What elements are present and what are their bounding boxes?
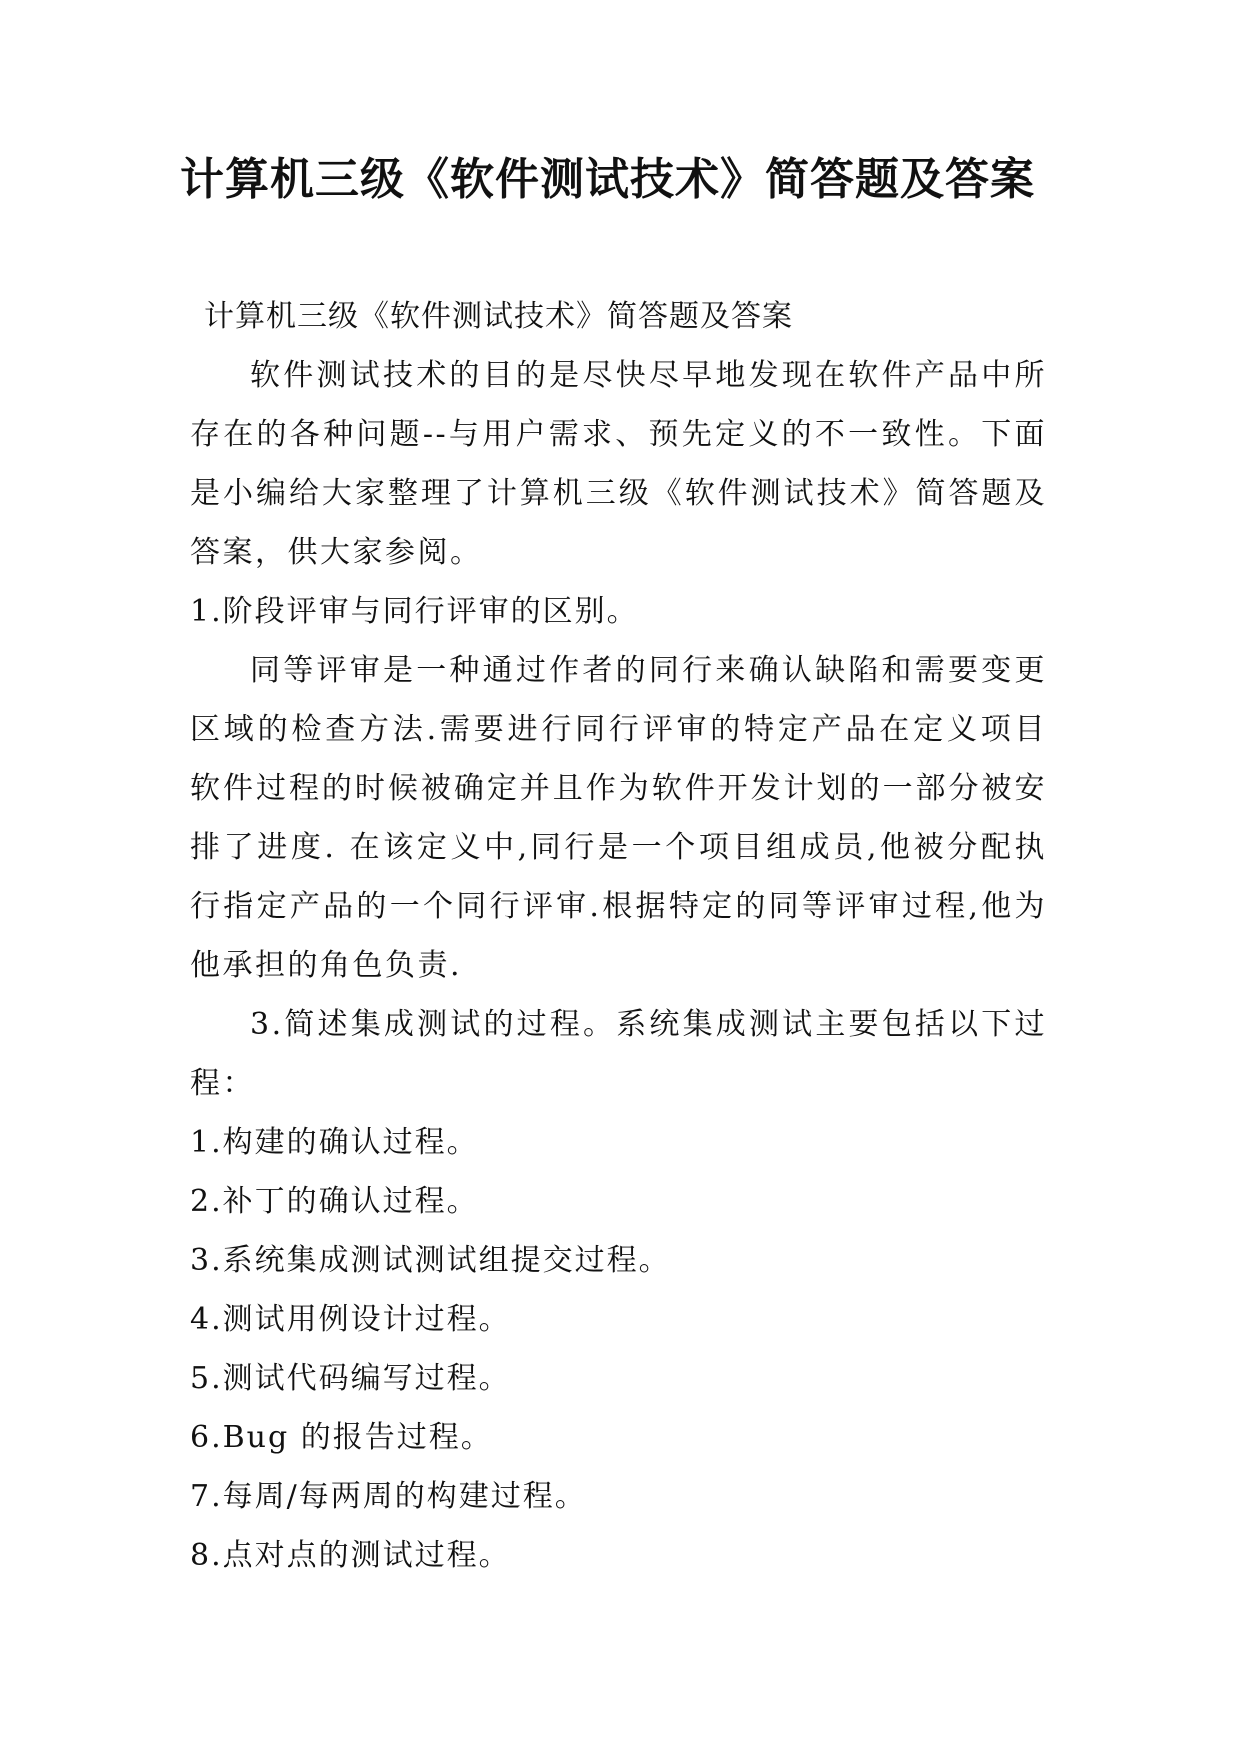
list-item: 5.测试代码编写过程。	[190, 1361, 511, 1396]
list-item: 2.补丁的确认过程。	[190, 1184, 479, 1219]
question-1: 1.阶段评审与同行评审的区别。	[190, 594, 639, 629]
answer-1-paragraph: 同等评审是一种通过作者的同行来确认缺陷和需要变更区域的检查方法.需要进行同行评审的特定产品在定义项目软件过程的时候被确定并且作为软件开发计划的一部分被安排了进度. 在该定义中,同行是一个项目组成员,他被分配执行指定产品的一个同行评审.根据特定的同等评审过程,他为他承担的角色负责.	[190, 653, 1047, 983]
list-item: 3.系统集成测试测试组提交过程。	[190, 1243, 671, 1278]
list-item: 4.测试用例设计过程。	[190, 1302, 511, 1337]
list-item: 1.构建的确认过程。	[190, 1125, 479, 1160]
intro-paragraph: 软件测试技术的目的是尽快尽早地发现在软件产品中所存在的各种问题--与用户需求、预先定义的不一致性。下面是小编给大家整理了计算机三级《软件测试技术》简答题及答案，供大家参阅。	[190, 358, 1047, 570]
list-item: 7.每周/每两周的构建过程。	[190, 1479, 587, 1514]
list-item: 6.Bug 的报告过程。	[190, 1420, 493, 1455]
question-3: 3.简述集成测试的过程。系统集成测试主要包括以下过程：	[190, 1007, 1047, 1101]
list-item: 8.点对点的测试过程。	[190, 1538, 511, 1573]
document-title: 计算机三级《软件测试技术》简答题及答案	[180, 154, 1035, 205]
document-body	[190, 287, 1047, 1585]
document-subtitle: 计算机三级《软件测试技术》简答题及答案	[204, 299, 793, 334]
